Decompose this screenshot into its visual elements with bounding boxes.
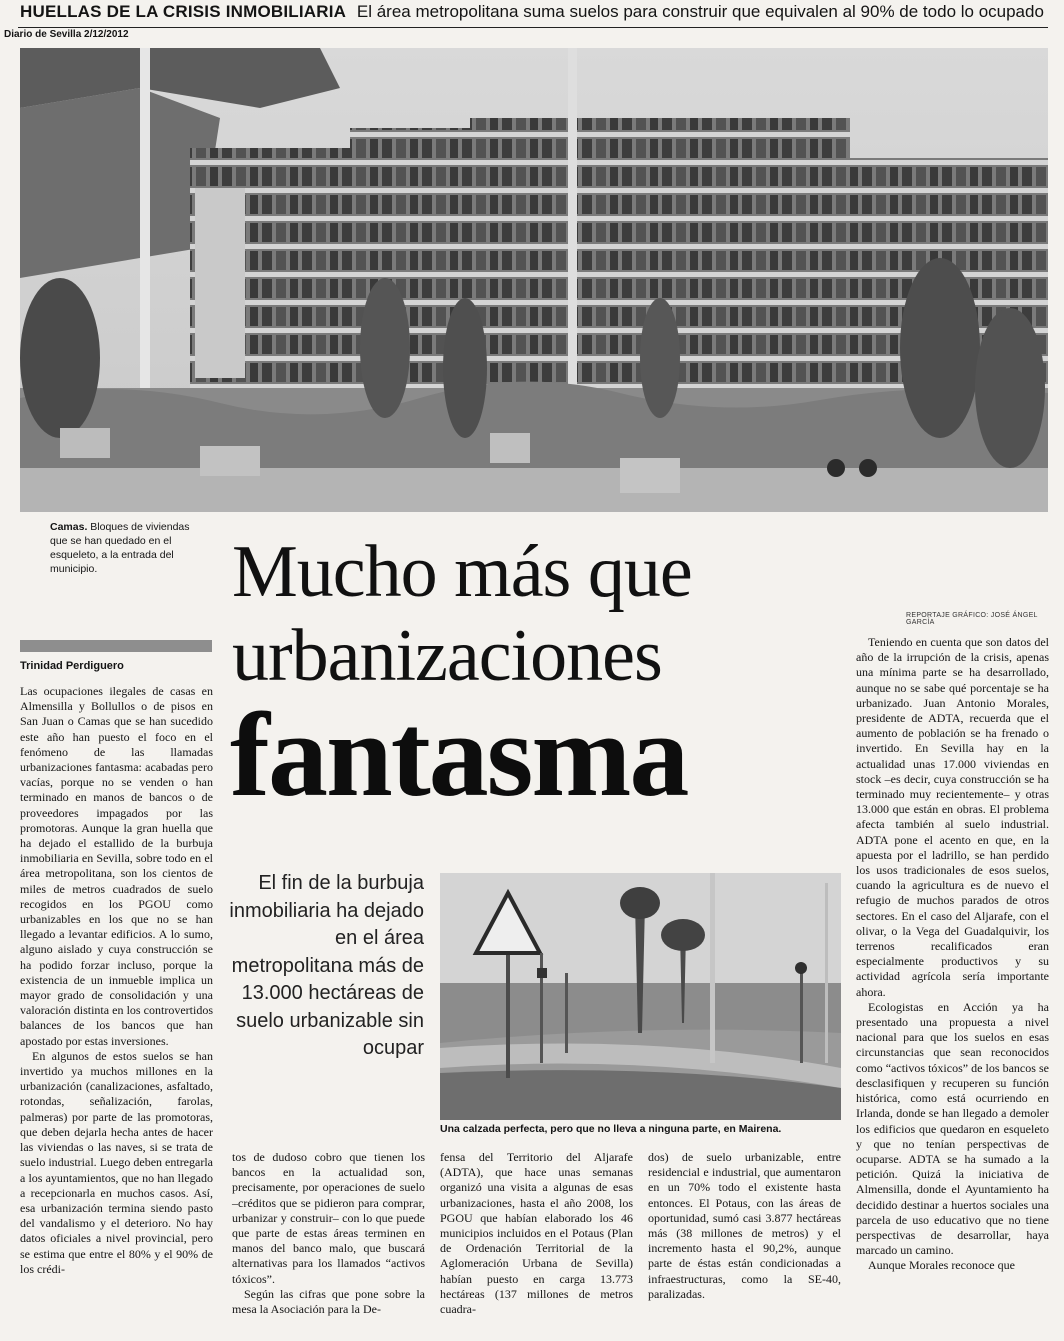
article-deck: El fin de la burbuja inmobiliaria ha dejado en el área metropolitana más de 13.000 hectáreas de suelo urbanizable sin ocupar: [229, 872, 424, 1059]
main-photo: [20, 48, 1048, 512]
photo-credit: REPORTAJE GRÁFICO: JOSÉ ÁNGEL GARCÍA: [906, 612, 1038, 626]
paragraph: Ecologistas en Acción ya ha presentado una propuesta a nivel nacional para que los suelos en esas circunstancias que sean reconocidos como “activos tóxicos” de los bancos se desclasifiquen y recuperen su función histórica, como está ocurriendo en Irlanda, donde se han llegado a demoler los edificios que quedaron en esqueleto y que no tenían perspectivas de ocuparse. ADTA se ha sumado a la petición. Quizá la iniciativa de Almensilla, donde el Ayuntamiento ha decidido destinar a huertos sociales una parcela de uso educativo que no tiene perspectivas de desarrollar, haya marcado un camino.: [856, 999, 1049, 1258]
headline-line-1: Mucho más que: [232, 531, 692, 613]
section-header: [20, 2, 1050, 28]
body-column-2: [232, 1150, 425, 1317]
paragraph: En algunos de estos suelos se han invertido ya muchos millones en la urbanización (canalizaciones, asfaltado, rotondas, señalización, farolas, palmeras) por parte de las promotoras, que deben dejarla hecha antes de hacer las viviendas o las naves, si se trata de suelo industrial. Luego deben entregarla a los ayuntamientos, que no han llegado a recepcionarla en muchos casos. Así, esa urbanización termina siendo pasto del vandalismo y el deterioro. No hay datos oficiales a nivel provincial, pero se estima que entre el 80% y el 90% de los crédi-: [20, 1048, 213, 1276]
body-column-1: [20, 684, 213, 1277]
section-title: HUELLAS DE LA CRISIS INMOBILIARIA: [20, 2, 347, 21]
source-date: Diario de Sevilla 2/12/2012: [4, 29, 129, 40]
paragraph: Teniendo en cuenta que son datos del año de la irrupción de la crisis, apenas una mínima parte se ha desarrollado, aunque no se sabe qué porcentaje se ha urbanizado. Juan Antonio Morales, presidente de ADTA, recuerda que el aumento de población se ha frenado o invertido. En Sevilla hay en la actualidad unas 17.000 viviendas en stock –es decir, cuya construcción se ha terminado muy recientemente– y otras 13.000 que están en obras. El problema afecta también al suelo industrial. ADTA pone el acento en que, en la apuesta por el ladrillo, se han perdido los usos tradicionales de esos suelos, cuando la agricultura es de nuevo el refugio de muchos parados de otros sectores. En el caso del Aljarafe, con el olivar, o la Vega del Guadalquivir, los terrenos recalificados eran especialmente productivos y su actividad agrícola sería importante ahora.: [856, 635, 1049, 999]
headline-line-2: urbanizaciones: [232, 615, 662, 697]
paragraph: dos) de suelo urbanizable, entre residencial e industrial, que aumentaron en un 70% todo el existente hasta entonces. El Potaus, con las áreas de oportunidad, sumó casi 3.877 hectáreas más (38 millones de metros) y el incremento hasta el 90,2%, aunque parte de éstas están condicionadas a infraestructuras, como la SE-40, paralizadas.: [648, 1150, 841, 1301]
paragraph: Las ocupaciones ilegales de casas en Almensilla y Bollullos o de pisos en San Juan o Camas que se han sucedido este año han puesto el foco en el fenómeno de las llamadas urbanizaciones fantasma: acabadas pero vacías, porque no se venden o han terminado en manos de bancos o de proveedores impagados por las promotoras. Aunque la gran huella que ha dejado el estallido de la burbuja inmobiliaria en Sevilla, sobre todo en el área metropolitana, son los cientos de miles de metros cuadrados de suelo recogidos en los PGOU como urbanizables en los que no se han llegado a levantar edificios. A lo sumo, alguno aislado y cuya construcción se ha podido forzar incluso, porque la existencia de un inmueble implica un mayor grado de consolidación y una valoración distinta en los controvertidos balances de los bancos que han apostado por estas inversiones.: [20, 684, 213, 1048]
paragraph: fensa del Territorio del Aljarafe (ADTA), que hace unas semanas organizó una visita a algunas de esas urbanizaciones, hasta el año 2008, los PGOU que habían elaborado los 46 municipios incluidos en el Potaus (Plan de Ordenación Territorial de la Aglomeración Urbana de Sevilla) habían puesto en carga 13.773 hectáreas (137 millones de metros cuadra-: [440, 1150, 633, 1317]
byline: Trinidad Perdiguero: [20, 660, 124, 672]
body-column-3: [440, 1150, 633, 1317]
photo-caption: [50, 520, 190, 576]
paragraph: Aunque Morales reconoce que: [868, 1258, 1015, 1273]
section-subtitle: El área metropolitana suma suelos para construir que equivalen al 90% de todo lo ocupado: [356, 2, 1044, 21]
headline-line-3: fantasma: [230, 688, 688, 821]
secondary-photo: [440, 873, 841, 1120]
caption-place: Camas.: [50, 521, 88, 533]
caption-text: Bloques de viviendas que se han quedado en el esqueleto, a la entrada del municipio.: [50, 521, 190, 575]
body-column-5: [856, 635, 1049, 1274]
paragraph: Según las cifras que pone sobre la mesa la Asociación para la De-: [232, 1286, 425, 1317]
header-rule: [18, 27, 1048, 28]
byline-bar: [20, 640, 212, 652]
secondary-photo-caption: Una calzada perfecta, pero que no lleva a ninguna parte, en Mairena.: [440, 1123, 782, 1135]
paragraph: tos de dudoso cobro que tienen los bancos en la actualidad son, precisamente, por operaciones de suelo –créditos que se pidieron para comprar, urbanizar y construir– con lo que puede que parte de estas áreas terminen en manos del banco malo, que buscará alternativas para los llamados “activos tóxicos”.: [232, 1150, 425, 1286]
body-column-4: [648, 1150, 841, 1302]
